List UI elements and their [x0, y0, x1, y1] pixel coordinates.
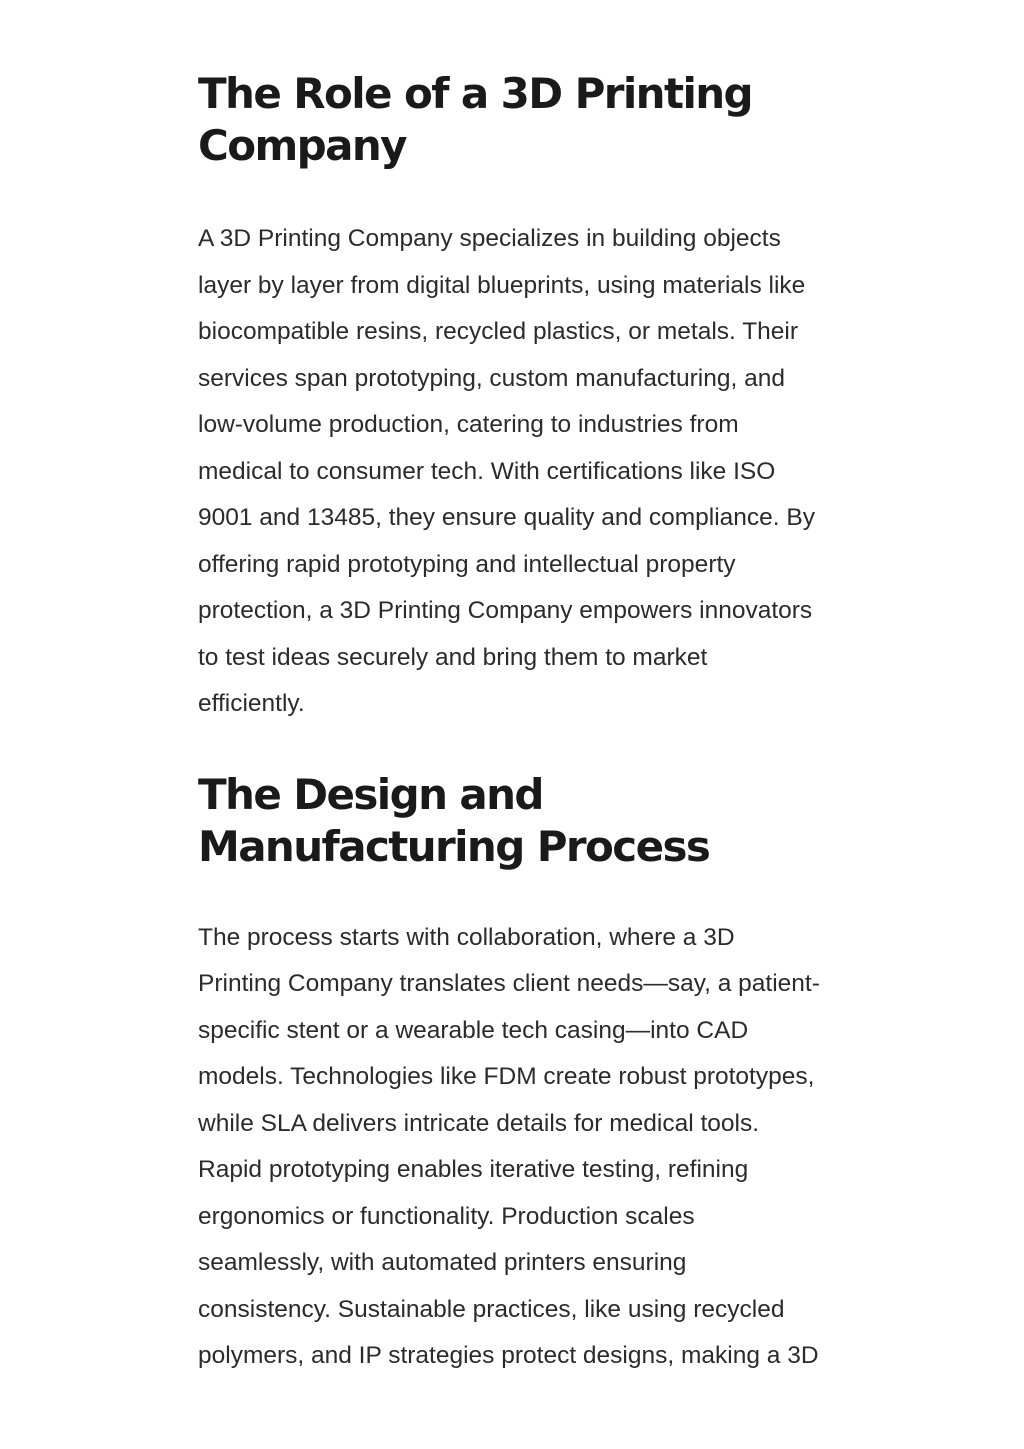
paragraph-line: polymers, and IP strategies protect designs, making a 3D	[198, 1342, 819, 1369]
paragraph-line: ergonomics or functionality. Production scales	[198, 1202, 695, 1230]
section-paragraph-process	[198, 915, 858, 1380]
heading-line: Manufacturing Process	[198, 821, 710, 871]
paragraph-line: protection, a 3D Printing Company empowers innovators	[198, 597, 813, 624]
paragraph-line: low-volume production, catering to industries from	[198, 411, 739, 438]
paragraph-line: layer by layer from digital blueprints, using materials like	[198, 271, 806, 299]
paragraph-line: medical to consumer tech. With certifications like ISO	[198, 457, 776, 485]
paragraph-line: offering rapid prototyping and intellectual property	[198, 550, 736, 578]
article	[198, 60, 858, 1380]
heading-line: Company	[198, 121, 406, 170]
paragraph-line: while SLA delivers intricate details for medical tools.	[198, 1109, 760, 1137]
paragraph-line: biocompatible resins, recycled plastics, or metals. Their	[198, 318, 799, 345]
paragraph-line: The process starts with collaboration, where a 3D	[198, 923, 735, 951]
paragraph-line: A 3D Printing Company specializes in building objects	[198, 225, 781, 252]
paragraph-line: Printing Company translates client needs—say, a patient-	[198, 970, 820, 997]
paragraph-line: Rapid prototyping enables iterative testing, refining	[198, 1156, 749, 1183]
paragraph-line: to test ideas securely and bring them to market	[198, 643, 708, 671]
paragraph-line: specific stent or a wearable tech casing—into CAD	[198, 1016, 749, 1044]
paragraph-line: 9001 and 13485, they ensure quality and compliance. By	[198, 504, 816, 531]
heading-line: The Design and	[198, 769, 543, 819]
section-heading-role	[198, 68, 858, 172]
paragraph-line: seamlessly, with automated printers ensuring	[198, 1249, 687, 1276]
heading-line: The Role of a 3D Printing	[198, 69, 753, 118]
paragraph-line: consistency. Sustainable practices, like using recycled	[198, 1295, 785, 1323]
paragraph-line: models. Technologies like FDM create robust prototypes,	[198, 1063, 815, 1090]
paragraph-line: services span prototyping, custom manufacturing, and	[198, 364, 785, 392]
section-heading-process	[198, 769, 858, 873]
section-paragraph-role	[198, 216, 858, 728]
paragraph-line: efficiently.	[198, 690, 305, 717]
